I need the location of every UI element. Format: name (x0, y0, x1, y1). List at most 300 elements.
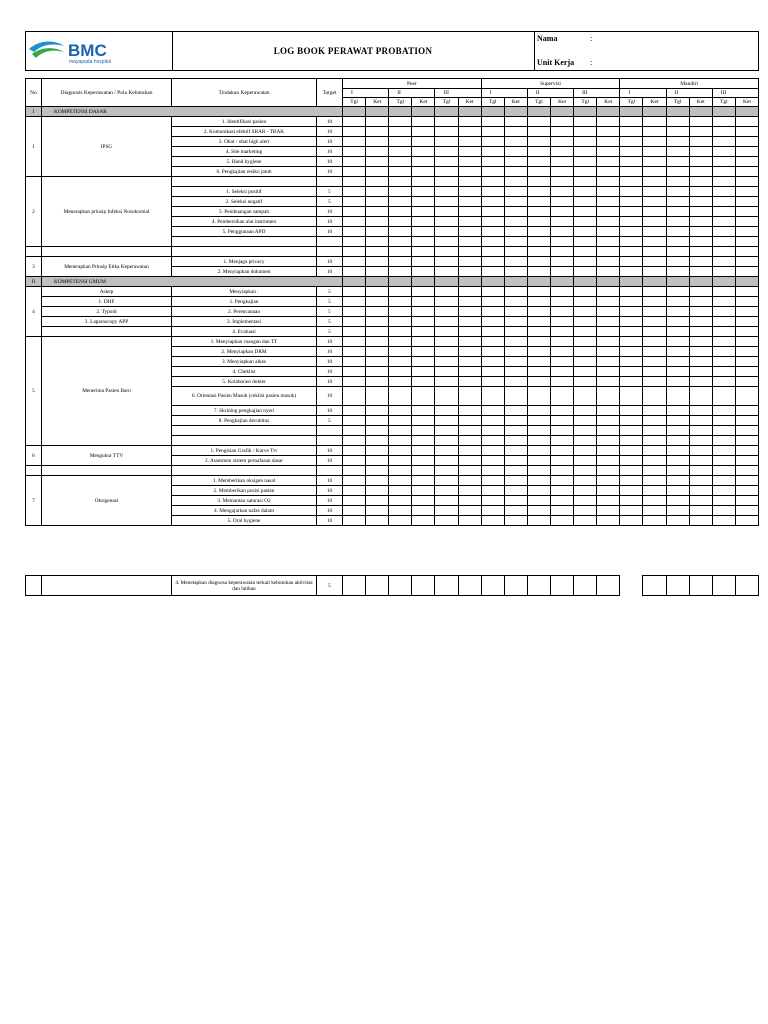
entry-cell[interactable] (481, 426, 504, 436)
entry-cell[interactable] (666, 177, 689, 187)
entry-cell[interactable] (574, 516, 597, 526)
entry-cell[interactable] (389, 217, 412, 227)
entry-cell[interactable] (735, 307, 758, 317)
entry-cell[interactable] (504, 287, 527, 297)
entry-cell[interactable] (712, 516, 735, 526)
entry-cell[interactable] (712, 406, 735, 416)
entry-cell[interactable] (481, 237, 504, 247)
entry-cell[interactable] (412, 387, 435, 406)
entry-cell[interactable] (343, 147, 366, 157)
entry-cell[interactable] (712, 297, 735, 307)
entry-cell[interactable] (735, 446, 758, 456)
entry-cell[interactable] (343, 267, 366, 277)
entry-cell[interactable] (343, 237, 366, 247)
entry-cell[interactable] (620, 327, 643, 337)
entry-cell[interactable] (435, 267, 458, 277)
entry-cell[interactable] (366, 307, 389, 317)
entry-cell[interactable] (412, 227, 435, 237)
entry-cell[interactable] (574, 167, 597, 177)
entry-cell[interactable] (504, 197, 527, 207)
entry-cell[interactable] (481, 167, 504, 177)
entry-cell[interactable] (574, 387, 597, 406)
entry-cell[interactable] (458, 367, 481, 377)
entry-cell[interactable] (574, 217, 597, 227)
entry-cell[interactable] (389, 257, 412, 267)
entry-cell[interactable] (597, 147, 620, 157)
entry-cell[interactable] (643, 287, 666, 297)
entry-cell[interactable] (366, 367, 389, 377)
entry-cell[interactable] (620, 217, 643, 227)
entry-cell[interactable] (412, 117, 435, 127)
entry-cell[interactable] (389, 157, 412, 167)
entry-cell[interactable] (343, 486, 366, 496)
entry-cell[interactable] (366, 267, 389, 277)
entry-cell[interactable] (666, 357, 689, 367)
entry-cell[interactable] (481, 257, 504, 267)
entry-cell[interactable] (597, 486, 620, 496)
entry-cell[interactable] (343, 406, 366, 416)
entry-cell[interactable] (666, 446, 689, 456)
entry-cell[interactable] (550, 267, 573, 277)
entry-cell[interactable] (389, 317, 412, 327)
entry-cell[interactable] (435, 416, 458, 426)
entry-cell[interactable] (712, 357, 735, 367)
entry-cell[interactable] (643, 207, 666, 217)
entry-cell[interactable] (527, 267, 550, 277)
entry-cell[interactable] (574, 177, 597, 187)
entry-cell[interactable] (689, 137, 712, 147)
entry-cell[interactable] (527, 117, 550, 127)
entry-cell[interactable] (435, 516, 458, 526)
entry-cell[interactable] (620, 516, 643, 526)
entry-cell[interactable] (412, 197, 435, 207)
entry-cell[interactable] (735, 486, 758, 496)
entry-cell[interactable] (412, 456, 435, 466)
entry-cell[interactable] (527, 127, 550, 137)
entry-cell[interactable] (435, 217, 458, 227)
entry-cell[interactable] (643, 516, 666, 526)
entry-cell[interactable] (620, 287, 643, 297)
entry-cell[interactable] (366, 416, 389, 426)
entry-cell[interactable] (389, 416, 412, 426)
entry-cell[interactable] (343, 496, 366, 506)
entry-cell[interactable] (366, 227, 389, 237)
entry-cell[interactable] (643, 127, 666, 137)
entry-cell[interactable] (481, 127, 504, 137)
entry-cell[interactable] (389, 466, 412, 476)
entry-cell[interactable] (389, 237, 412, 247)
entry-cell[interactable] (597, 197, 620, 207)
entry-cell[interactable] (643, 157, 666, 167)
entry-cell[interactable] (343, 257, 366, 267)
entry-cell[interactable] (666, 307, 689, 317)
entry-cell[interactable] (435, 147, 458, 157)
entry-cell[interactable] (597, 416, 620, 426)
entry-cell[interactable] (689, 377, 712, 387)
entry-cell[interactable] (343, 466, 366, 476)
entry-cell[interactable] (343, 297, 366, 307)
entry-cell[interactable] (481, 496, 504, 506)
entry-cell[interactable] (527, 406, 550, 416)
entry-cell[interactable] (527, 347, 550, 357)
entry-cell[interactable] (458, 456, 481, 466)
entry-cell[interactable] (666, 127, 689, 137)
entry-cell[interactable] (504, 456, 527, 466)
entry-cell[interactable] (666, 377, 689, 387)
entry-cell[interactable] (666, 117, 689, 127)
entry-cell[interactable] (597, 387, 620, 406)
entry-cell[interactable] (481, 377, 504, 387)
entry-cell[interactable] (366, 157, 389, 167)
entry-cell[interactable] (689, 287, 712, 297)
entry-cell[interactable] (412, 297, 435, 307)
entry-cell[interactable] (550, 456, 573, 466)
entry-cell[interactable] (389, 197, 412, 207)
entry-cell[interactable] (458, 466, 481, 476)
entry-cell[interactable] (574, 476, 597, 486)
entry-cell[interactable] (458, 207, 481, 217)
entry-cell[interactable] (735, 367, 758, 377)
entry-cell[interactable] (366, 117, 389, 127)
entry-cell[interactable] (666, 157, 689, 167)
entry-cell[interactable] (666, 347, 689, 357)
entry-cell[interactable] (550, 157, 573, 167)
entry-cell[interactable] (574, 257, 597, 267)
entry-cell[interactable] (343, 516, 366, 526)
entry-cell[interactable] (597, 367, 620, 377)
entry-cell[interactable] (735, 476, 758, 486)
entry-cell[interactable] (458, 127, 481, 137)
entry-cell[interactable] (574, 327, 597, 337)
entry-cell[interactable] (458, 247, 481, 257)
entry-cell[interactable] (389, 117, 412, 127)
entry-cell[interactable] (712, 307, 735, 317)
entry-cell[interactable] (712, 217, 735, 227)
entry-cell[interactable] (735, 137, 758, 147)
entry-cell[interactable] (343, 357, 366, 367)
entry-cell[interactable] (366, 496, 389, 506)
entry-cell[interactable] (343, 436, 366, 446)
entry-cell[interactable] (504, 416, 527, 426)
entry-cell[interactable] (481, 147, 504, 157)
entry-cell[interactable] (666, 317, 689, 327)
entry-cell[interactable] (735, 357, 758, 367)
entry-cell[interactable] (620, 436, 643, 446)
entry-cell[interactable] (643, 237, 666, 247)
entry-cell[interactable] (343, 207, 366, 217)
entry-cell[interactable] (343, 506, 366, 516)
entry-cell[interactable] (597, 227, 620, 237)
entry-cell[interactable] (689, 307, 712, 317)
entry-cell[interactable] (597, 217, 620, 227)
entry-cell[interactable] (504, 576, 527, 596)
entry-cell[interactable] (712, 387, 735, 406)
entry-cell[interactable] (481, 416, 504, 426)
entry-cell[interactable] (597, 267, 620, 277)
entry-cell[interactable] (458, 117, 481, 127)
entry-cell[interactable] (689, 506, 712, 516)
entry-cell[interactable] (597, 257, 620, 267)
entry-cell[interactable] (550, 137, 573, 147)
entry-cell[interactable] (620, 387, 643, 406)
entry-cell[interactable] (527, 257, 550, 267)
entry-cell[interactable] (458, 426, 481, 436)
entry-cell[interactable] (620, 297, 643, 307)
entry-cell[interactable] (504, 167, 527, 177)
entry-cell[interactable] (481, 466, 504, 476)
entry-cell[interactable] (527, 287, 550, 297)
entry-cell[interactable] (504, 406, 527, 416)
entry-cell[interactable] (597, 446, 620, 456)
entry-cell[interactable] (435, 187, 458, 197)
entry-cell[interactable] (689, 387, 712, 406)
entry-cell[interactable] (620, 496, 643, 506)
entry-cell[interactable] (504, 227, 527, 237)
entry-cell[interactable] (735, 177, 758, 187)
entry-cell[interactable] (597, 377, 620, 387)
entry-cell[interactable] (597, 516, 620, 526)
entry-cell[interactable] (735, 187, 758, 197)
entry-cell[interactable] (481, 516, 504, 526)
entry-cell[interactable] (481, 367, 504, 377)
entry-cell[interactable] (412, 327, 435, 337)
entry-cell[interactable] (689, 127, 712, 137)
entry-cell[interactable] (458, 337, 481, 347)
entry-cell[interactable] (550, 367, 573, 377)
entry-cell[interactable] (666, 426, 689, 436)
entry-cell[interactable] (550, 416, 573, 426)
entry-cell[interactable] (504, 137, 527, 147)
entry-cell[interactable] (527, 207, 550, 217)
entry-cell[interactable] (527, 247, 550, 257)
entry-cell[interactable] (389, 207, 412, 217)
entry-cell[interactable] (574, 357, 597, 367)
entry-cell[interactable] (550, 297, 573, 307)
entry-cell[interactable] (689, 337, 712, 347)
entry-cell[interactable] (620, 197, 643, 207)
entry-cell[interactable] (527, 177, 550, 187)
entry-cell[interactable] (366, 486, 389, 496)
entry-cell[interactable] (481, 327, 504, 337)
entry-cell[interactable] (527, 466, 550, 476)
entry-cell[interactable] (643, 576, 666, 596)
entry-cell[interactable] (435, 377, 458, 387)
entry-cell[interactable] (412, 247, 435, 257)
entry-cell[interactable] (735, 506, 758, 516)
entry-cell[interactable] (597, 337, 620, 347)
entry-cell[interactable] (458, 476, 481, 486)
entry-cell[interactable] (389, 177, 412, 187)
entry-cell[interactable] (597, 307, 620, 317)
entry-cell[interactable] (343, 476, 366, 486)
entry-cell[interactable] (366, 237, 389, 247)
entry-cell[interactable] (735, 576, 758, 596)
entry-cell[interactable] (574, 436, 597, 446)
entry-cell[interactable] (366, 167, 389, 177)
entry-cell[interactable] (504, 267, 527, 277)
entry-cell[interactable] (343, 367, 366, 377)
entry-cell[interactable] (366, 127, 389, 137)
entry-cell[interactable] (597, 426, 620, 436)
entry-cell[interactable] (412, 347, 435, 357)
entry-cell[interactable] (412, 436, 435, 446)
entry-cell[interactable] (343, 287, 366, 297)
entry-cell[interactable] (412, 127, 435, 137)
entry-cell[interactable] (574, 197, 597, 207)
entry-cell[interactable] (389, 367, 412, 377)
entry-cell[interactable] (435, 297, 458, 307)
entry-cell[interactable] (435, 406, 458, 416)
entry-cell[interactable] (504, 257, 527, 267)
entry-cell[interactable] (504, 117, 527, 127)
entry-cell[interactable] (574, 307, 597, 317)
entry-cell[interactable] (643, 506, 666, 516)
entry-cell[interactable] (620, 187, 643, 197)
entry-cell[interactable] (412, 576, 435, 596)
entry-cell[interactable] (435, 127, 458, 137)
entry-cell[interactable] (550, 496, 573, 506)
entry-cell[interactable] (366, 207, 389, 217)
entry-cell[interactable] (574, 207, 597, 217)
entry-cell[interactable] (504, 377, 527, 387)
entry-cell[interactable] (574, 367, 597, 377)
entry-cell[interactable] (504, 347, 527, 357)
entry-cell[interactable] (574, 506, 597, 516)
entry-cell[interactable] (389, 387, 412, 406)
entry-cell[interactable] (412, 446, 435, 456)
entry-cell[interactable] (689, 317, 712, 327)
entry-cell[interactable] (458, 167, 481, 177)
entry-cell[interactable] (435, 237, 458, 247)
entry-cell[interactable] (389, 516, 412, 526)
entry-cell[interactable] (666, 476, 689, 486)
entry-cell[interactable] (735, 257, 758, 267)
entry-cell[interactable] (343, 576, 366, 596)
entry-cell[interactable] (366, 357, 389, 367)
entry-cell[interactable] (620, 247, 643, 257)
entry-cell[interactable] (366, 506, 389, 516)
entry-cell[interactable] (550, 147, 573, 157)
entry-cell[interactable] (481, 287, 504, 297)
entry-cell[interactable] (527, 486, 550, 496)
entry-cell[interactable] (435, 197, 458, 207)
entry-cell[interactable] (666, 267, 689, 277)
entry-cell[interactable] (620, 347, 643, 357)
entry-cell[interactable] (389, 436, 412, 446)
entry-cell[interactable] (712, 147, 735, 157)
entry-cell[interactable] (643, 307, 666, 317)
entry-cell[interactable] (527, 387, 550, 406)
entry-cell[interactable] (689, 516, 712, 526)
entry-cell[interactable] (389, 476, 412, 486)
entry-cell[interactable] (458, 357, 481, 367)
entry-cell[interactable] (481, 227, 504, 237)
entry-cell[interactable] (550, 317, 573, 327)
entry-cell[interactable] (735, 436, 758, 446)
entry-cell[interactable] (412, 377, 435, 387)
entry-cell[interactable] (574, 317, 597, 327)
entry-cell[interactable] (689, 117, 712, 127)
entry-cell[interactable] (389, 147, 412, 157)
entry-cell[interactable] (597, 207, 620, 217)
entry-cell[interactable] (735, 426, 758, 436)
entry-cell[interactable] (666, 337, 689, 347)
entry-cell[interactable] (412, 506, 435, 516)
entry-cell[interactable] (435, 137, 458, 147)
entry-cell[interactable] (343, 187, 366, 197)
entry-cell[interactable] (620, 147, 643, 157)
entry-cell[interactable] (527, 436, 550, 446)
entry-cell[interactable] (458, 197, 481, 207)
entry-cell[interactable] (643, 446, 666, 456)
entry-cell[interactable] (435, 157, 458, 167)
entry-cell[interactable] (458, 157, 481, 167)
entry-cell[interactable] (458, 516, 481, 526)
entry-cell[interactable] (643, 297, 666, 307)
entry-cell[interactable] (735, 416, 758, 426)
entry-cell[interactable] (504, 357, 527, 367)
entry-cell[interactable] (597, 117, 620, 127)
entry-cell[interactable] (481, 576, 504, 596)
entry-cell[interactable] (481, 177, 504, 187)
entry-cell[interactable] (504, 327, 527, 337)
entry-cell[interactable] (343, 197, 366, 207)
entry-cell[interactable] (574, 337, 597, 347)
entry-cell[interactable] (458, 387, 481, 406)
entry-cell[interactable] (735, 466, 758, 476)
entry-cell[interactable] (458, 486, 481, 496)
entry-cell[interactable] (666, 406, 689, 416)
entry-cell[interactable] (481, 436, 504, 446)
entry-cell[interactable] (412, 486, 435, 496)
entry-cell[interactable] (643, 436, 666, 446)
entry-cell[interactable] (343, 127, 366, 137)
entry-cell[interactable] (389, 337, 412, 347)
entry-cell[interactable] (366, 347, 389, 357)
entry-cell[interactable] (550, 177, 573, 187)
entry-cell[interactable] (712, 237, 735, 247)
entry-cell[interactable] (527, 227, 550, 237)
entry-cell[interactable] (620, 167, 643, 177)
entry-cell[interactable] (343, 456, 366, 466)
entry-cell[interactable] (389, 127, 412, 137)
entry-cell[interactable] (574, 446, 597, 456)
entry-cell[interactable] (412, 337, 435, 347)
entry-cell[interactable] (435, 227, 458, 237)
entry-cell[interactable] (550, 117, 573, 127)
entry-cell[interactable] (620, 367, 643, 377)
entry-cell[interactable] (689, 267, 712, 277)
entry-cell[interactable] (412, 147, 435, 157)
entry-cell[interactable] (574, 287, 597, 297)
entry-cell[interactable] (712, 506, 735, 516)
entry-cell[interactable] (343, 426, 366, 436)
entry-cell[interactable] (412, 416, 435, 426)
entry-cell[interactable] (712, 436, 735, 446)
entry-cell[interactable] (504, 486, 527, 496)
entry-cell[interactable] (435, 357, 458, 367)
entry-cell[interactable] (620, 416, 643, 426)
entry-cell[interactable] (735, 147, 758, 157)
entry-cell[interactable] (712, 117, 735, 127)
entry-cell[interactable] (504, 506, 527, 516)
entry-cell[interactable] (366, 187, 389, 197)
entry-cell[interactable] (366, 456, 389, 466)
entry-cell[interactable] (735, 387, 758, 406)
entry-cell[interactable] (435, 486, 458, 496)
entry-cell[interactable] (458, 436, 481, 446)
entry-cell[interactable] (620, 576, 643, 596)
